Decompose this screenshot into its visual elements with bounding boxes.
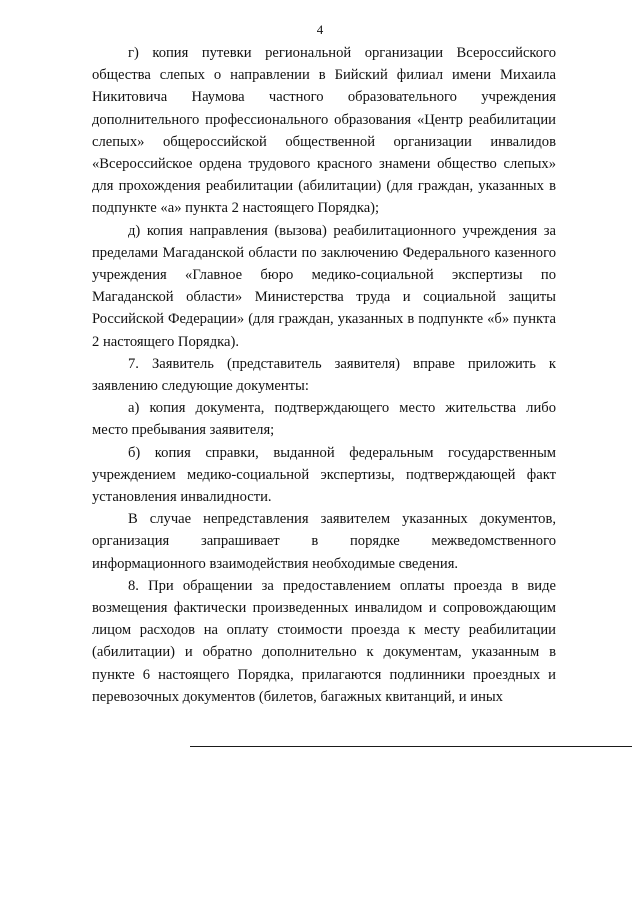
paragraph-item-8: 8. При обращении за предоставлением оплаты проезда в виде возмещения фактически произведенных инвалидом и сопровождающим лицом расходов на оплату стоимости проезда к месту реабилитации (абилитации) и обратно дополнительно к документам, указанным в пункте 6 настоящего Порядка, прилагаются подлинники проездных и перевозочных документов (билетов, багажных квитанций, и иных <box>92 577 556 705</box>
page-bottom-divider <box>190 746 632 747</box>
paragraph-subitem-a: а) копия документа, подтверждающего место жительства либо место пребывания заявителя; <box>92 400 556 439</box>
paragraph-nonsubmission-note: В случае непредставления заявителем указанных документов, организация запрашивает в порядке межведомственного информационного взаимодействия необходимые сведения. <box>92 511 556 572</box>
document-body <box>92 42 556 708</box>
paragraph-subitem-b: б) копия справки, выданной федеральным государственным учреждением медико-социальной экспертизы, подтверждающей факт установления инвалидности. <box>92 444 556 506</box>
page-number: 4 <box>316 22 324 37</box>
paragraph-subitem-g: г) копия путевки региональной организации Всероссийского общества слепых о направлении в Бийский филиал имени Михаила Никитовича Наумова частного образовательного учреждения дополнительного профессионального образования «Центр реабилитации слепых» общероссийской общественной организации инвалидов «Всероссийское ордена трудового красного знамени общество слепых» для прохождения реабилитации (абилитации) (для граждан, указанных в подпункте «а» пункта 2 настоящего Порядка); <box>92 45 556 217</box>
paragraph-item-7: 7. Заявитель (представитель заявителя) вправе приложить к заявлению следующие документы: <box>92 355 556 395</box>
paragraph-subitem-d: д) копия направления (вызова) реабилитационного учреждения за пределами Магаданской области по заключению Федерального казенного учреждения «Главное бюро медико-социальной экспертизы по Магаданской области» Министерства труда и социальной защиты Российской Федерации» (для граждан, указанных в подпункте «б» пункта 2 настоящего Порядка). <box>92 222 556 350</box>
